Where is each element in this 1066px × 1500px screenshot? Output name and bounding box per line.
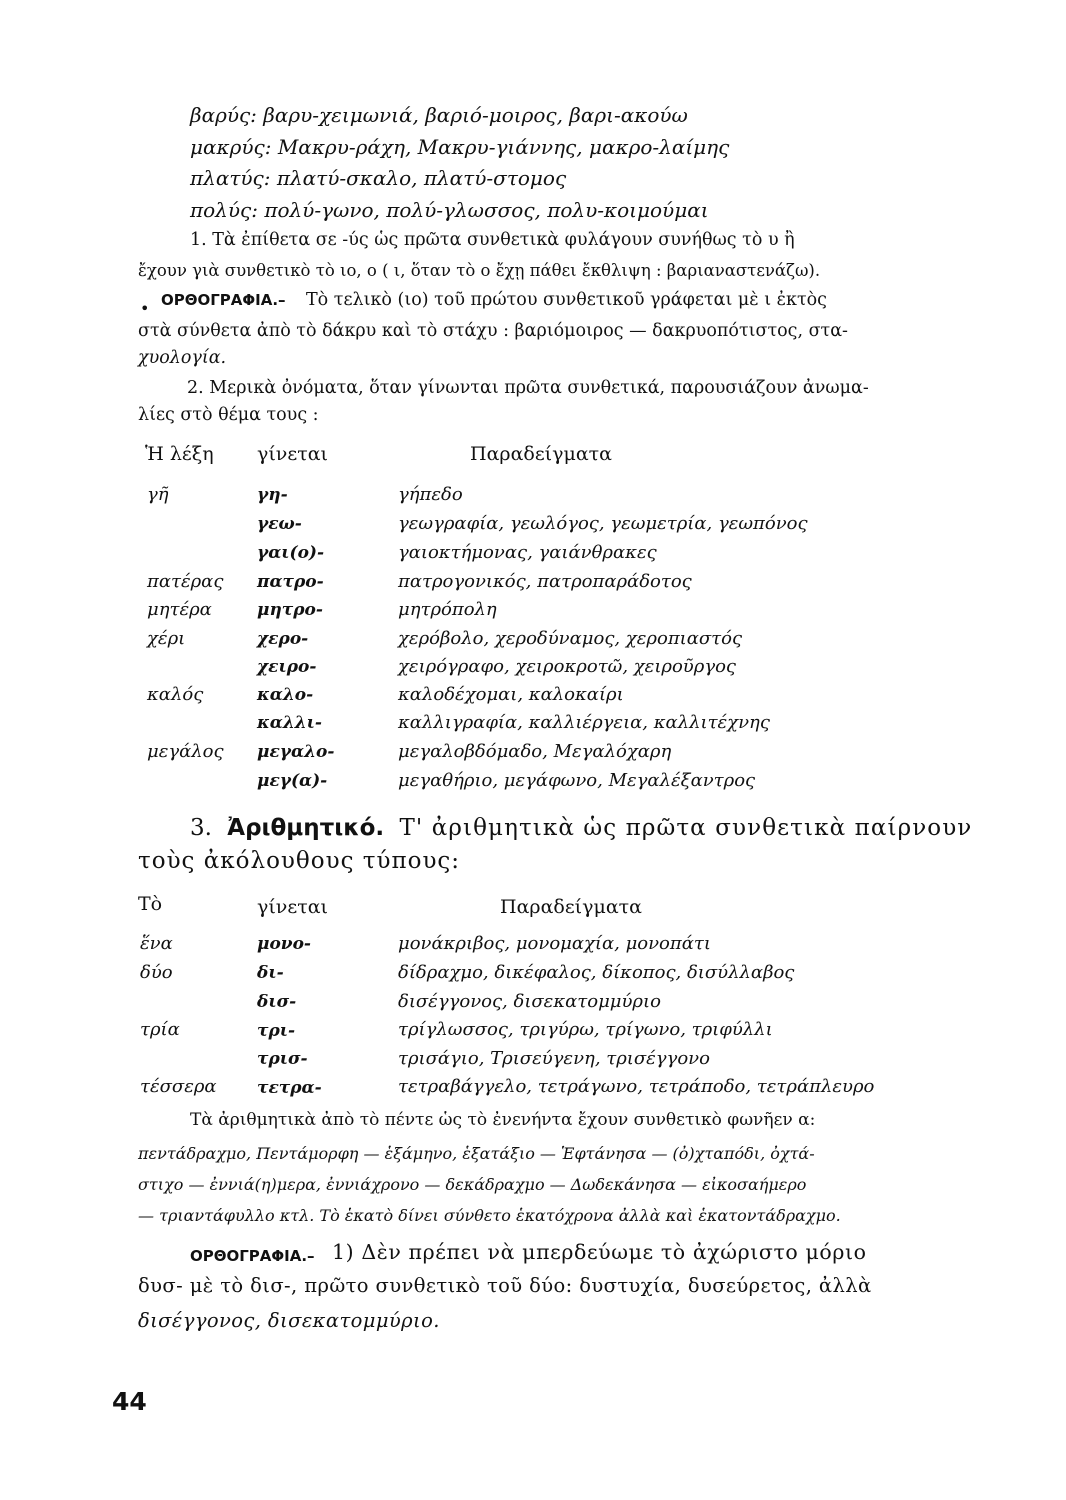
table-row-examples: τετραβάγγελο, τετράγωνο, τετράποδο, τετράπλευρο — [398, 1076, 875, 1097]
table-row-word: καλός — [147, 684, 204, 705]
table-row-word: γῆ — [147, 484, 169, 505]
table-1-header: γίνεται — [257, 443, 328, 465]
table-2-header: Παραδείγματα — [500, 896, 643, 918]
table-row-prefix: χερο- — [257, 629, 309, 649]
orthography-2-line: δισέγγονος, δισεκατομμύριο. — [138, 1309, 440, 1332]
table-row-prefix: γαι(ο)- — [257, 543, 325, 563]
numerals-paragraph-line: — τριαντάφυλλο κτλ. Τὸ ἑκατὸ δίνει σύνθετο ἑκατόχρονα ἀλλὰ καὶ ἑκατοντάδραχμο. — [138, 1206, 841, 1225]
table-row-prefix: δι- — [257, 963, 284, 983]
table-1-header: Παραδείγματα — [470, 443, 613, 465]
table-row-examples: δισέγγονος, δισεκατομμύριο — [398, 991, 661, 1012]
orthography-1-line: στὰ σύνθετα ἀπὸ τὸ δάκρυ καὶ τὸ στάχυ : βαριόμοιρος — δακρυοπότιστος, στα- — [138, 321, 848, 341]
orthography-label: ΟΡΘΟΓΡΑΦΙΑ.– — [161, 291, 286, 309]
note-2-line: λίες στὸ θέμα τους : — [138, 405, 319, 425]
table-row-word: μεγάλος — [147, 741, 224, 762]
table-row-word: μητέρα — [147, 599, 212, 620]
table-row-prefix: πατρο- — [257, 572, 324, 592]
table-row-examples: γήπεδο — [398, 484, 463, 505]
numerals-paragraph-line: Τὰ ἀριθμητικὰ ἀπὸ τὸ πέντε ὡς τὸ ἐνενήντα ἔχουν συνθετικὸ φωνῆεν α: — [190, 1110, 816, 1130]
table-row-examples: καλοδέχομαι, καλοκαίρι — [398, 684, 624, 705]
orthography-1-line: Τὸ τελικὸ (ιο) τοῦ πρώτου συνθετικοῦ γράφεται μὲ ι ἐκτὸς — [306, 290, 827, 310]
table-row-prefix: μητρο- — [257, 600, 323, 620]
intro-line: πολύς: πολύ-γωνο, πολύ-γλωσσος, πολυ-κοιμούμαι — [190, 198, 709, 222]
table-row-word: τέσσερα — [140, 1076, 217, 1097]
table-2-header: γίνεται — [257, 896, 328, 918]
table-row-examples: πατρογονικός, πατροπαράδοτος — [398, 571, 692, 592]
table-row-prefix: γεω- — [257, 514, 302, 534]
table-row-prefix: τρισ- — [257, 1049, 308, 1069]
table-row-prefix: δισ- — [257, 992, 297, 1012]
table-row-prefix: καλο- — [257, 685, 314, 705]
page-number: 44 — [112, 1387, 147, 1416]
table-row-prefix: μεγαλο- — [257, 742, 335, 762]
bullet-marker: • — [140, 299, 150, 318]
table-row-examples: καλλιγραφία, καλλιέργεια, καλλιτέχνης — [398, 712, 770, 733]
table-row-prefix: γη- — [257, 485, 288, 505]
note-1-line: 1. Τὰ ἐπίθετα σε -ύς ὡς πρῶτα συνθετικὰ φυλάγουν συνήθως τὸ υ ἢ — [190, 230, 795, 250]
orthography-label: ΟΡΘΟΓΡΑΦΙΑ.– — [190, 1247, 315, 1265]
table-row-examples: μονάκριβος, μονομαχία, μονοπάτι — [398, 933, 711, 954]
table-row-prefix: καλλι- — [257, 713, 322, 733]
orthography-1-line: χυολογία. — [138, 348, 227, 368]
table-row-examples: χερόβολο, χεροδύναμος, χεροπιαστός — [398, 628, 743, 649]
table-row-prefix: μεγ(α)- — [257, 771, 328, 791]
section-3-text: τοὺς ἀκόλουθους τύπους: — [138, 848, 461, 874]
table-1-header: Ἡ λέξη — [145, 443, 214, 465]
table-row-word: πατέρας — [147, 571, 224, 592]
section-3-heading — [190, 815, 972, 841]
intro-line: βαρύς: βαρυ-χειμωνιά, βαριό-μοιρος, βαρι-ακούω — [190, 103, 688, 127]
table-row-word: χέρι — [147, 628, 186, 649]
table-row-prefix: τετρα- — [257, 1078, 322, 1098]
orthography-2-line: 1) Δὲν πρέπει νὰ μπερδεύωμε τὸ ἀχώριστο μόριο — [332, 1240, 867, 1264]
table-row-examples: τρίγλωσσος, τριγύρω, τρίγωνο, τριφύλλι — [398, 1019, 773, 1040]
table-row-examples: χειρόγραφο, χειροκροτῶ, χειροῦργος — [398, 656, 737, 677]
table-2-header: Τὸ — [138, 893, 163, 915]
numerals-paragraph-line: πεντάδραχμο, Πεντάμορφη — ἑξάμηνο, ἑξατάξιο — Ἑφτάνησα — (ὀ)χταπόδι, ὀχτά- — [138, 1144, 815, 1163]
table-row-examples: τρισάγιο, Τρισεύγενη, τρισέγγονο — [398, 1048, 710, 1069]
orthography-2-line: δυσ- μὲ τὸ δισ-, πρῶτο συνθετικὸ τοῦ δύο: δυστυχία, δυσεύρετος, ἀλλὰ — [138, 1274, 872, 1297]
note-1-line: ἔχουν γιὰ συνθετικὸ τὸ ιο, ο ( ι, ὅταν τὸ ο ἔχῃ πάθει ἔκθλιψη : βαριαναστενάζω). — [138, 261, 821, 280]
table-row-word: ἕνα — [140, 933, 173, 954]
table-row-word: δύο — [140, 962, 173, 983]
table-row-examples: γεωγραφία, γεωλόγος, γεωμετρία, γεωπόνος — [398, 513, 808, 534]
table-row-prefix: χειρο- — [257, 657, 317, 677]
table-row-word: τρία — [140, 1019, 180, 1040]
intro-line: πλατύς: πλατύ-σκαλο, πλατύ-στομος — [190, 166, 567, 190]
table-row-examples: δίδραχμο, δικέφαλος, δίκοπος, δισύλλαβος — [398, 962, 795, 983]
note-2-line: 2. Μερικὰ ὀνόματα, ὅταν γίνωνται πρῶτα συνθετικά, παρουσιάζουν ἀνωμα- — [187, 378, 869, 398]
table-row-examples: μεγαλοβδόμαδο, Μεγαλόχαρη — [398, 741, 672, 762]
table-row-prefix: τρι- — [257, 1021, 296, 1041]
section-number: 3. — [190, 815, 212, 841]
section-3-text: Τ' ἀριθμητικὰ ὡς πρῶτα συνθετικὰ παίρνουν — [399, 815, 973, 841]
table-row-examples: μεγαθήριο, μεγάφωνο, Μεγαλέξαντρος — [398, 770, 756, 791]
table-row-examples: γαιοκτήμονας, γαιάνθρακες — [398, 542, 657, 563]
intro-line: μακρύς: Μακρυ-ράχη, Μακρυ-γιάννης, μακρο-λαίμης — [190, 135, 730, 159]
numerals-paragraph-line: στιχο — ἐννιά(η)μερα, ἐννιάχρονο — δεκάδραχμο — Δωδεκάνησα — εἰκοσαήμερο — [138, 1175, 807, 1194]
table-row-prefix: μονο- — [257, 934, 311, 954]
section-title: Ἀριθμητικό. — [227, 815, 385, 841]
table-row-examples: μητρόπολη — [398, 599, 497, 620]
